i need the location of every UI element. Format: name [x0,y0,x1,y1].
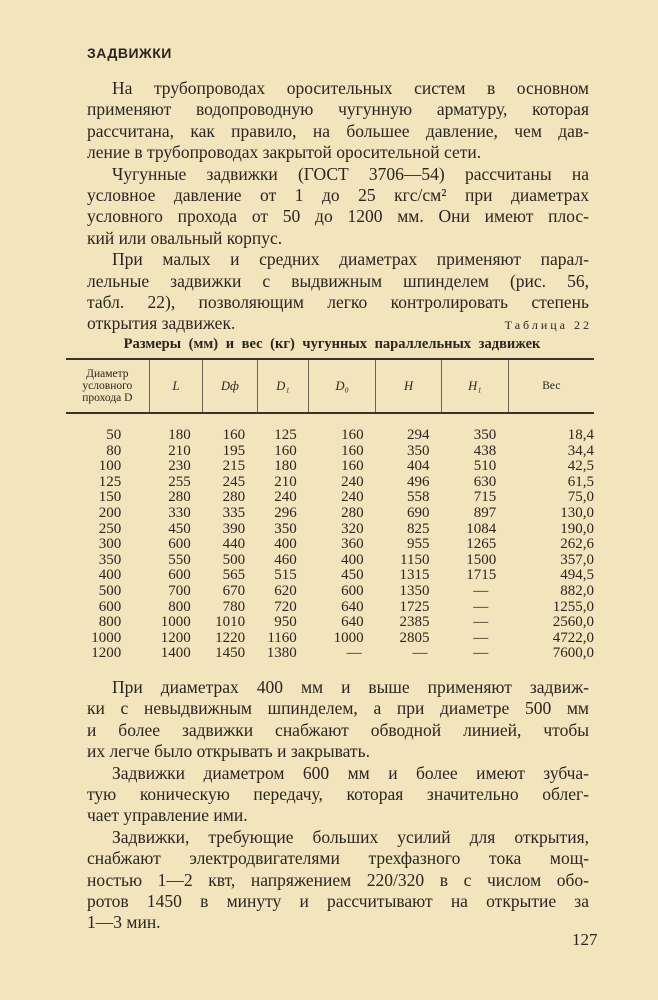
table-cell: 280 [168,489,191,506]
table-cell: 296 [274,504,297,521]
table-cell: 800 [98,614,122,631]
table-cell: 1200 [91,645,122,662]
table-cell: 75,0 [567,489,594,506]
table-cell: 280 [222,489,246,506]
text-bottom [87,677,589,934]
table-cell: 160 [341,427,364,443]
table-cell: 825 [406,520,430,537]
table-cell: 294 [406,427,430,443]
table-cell: 955 [406,536,430,553]
table-cell: 125 [98,473,122,490]
table-cell: — [473,629,489,646]
table-cell: 160 [274,442,297,459]
table-cell: 897 [473,504,497,521]
table-cell: 494,5 [560,567,594,584]
text-line: При малых и средних диаметрах применяют парал- [112,249,589,270]
table-cell: 1000 [160,614,191,631]
table-cell: 350 [473,427,497,443]
text-line: Задвижки, требующие больших усилий для открытия, [112,826,589,847]
table-row [66,537,594,553]
text-line: Задвижки диаметром 600 мм и более имеют зубча- [112,762,589,783]
table-cell: 262,6 [560,536,594,553]
table-cell: 230 [168,458,191,475]
table-cell: 1715 [466,567,497,584]
table-row [66,459,594,475]
text-line: ление в трубопроводах закрытой оросительной сети. [87,142,482,163]
column-header: Вес [508,359,594,413]
table-row [66,615,594,631]
text-line: применяют водопроводную чугунную арматуру, которая [87,99,589,120]
table-cell: 240 [341,473,364,490]
table-cell: 100 [98,458,122,475]
table-cell: — [473,598,489,615]
table-row [66,631,594,647]
table-caption: Таблица 22 [504,318,592,332]
valves-table [66,358,594,662]
table-cell: 500 [222,551,246,568]
table-cell: 438 [473,442,497,459]
text-line: ностью 1—2 квт, напряжением 220/320 в с числом обо- [87,869,589,890]
table-cell: 80 [106,442,122,459]
table-cell: 510 [473,458,497,475]
text-line: табл. 22), позволяющим легко контролировать степень [87,291,589,312]
table-cell: 600 [98,598,122,615]
table-cell: 7600,0 [552,645,594,662]
table-cell: 350 [274,520,297,537]
table-cell: 150 [98,489,122,506]
table-cell: 215 [222,458,246,475]
table-cell: 1315 [399,567,430,584]
table-row [66,568,594,584]
table-row [66,413,594,444]
table-cell: 330 [168,504,191,521]
table-row [66,490,594,506]
table-cell: 630 [473,473,497,490]
column-header: L [149,359,203,413]
table-row [66,444,594,460]
table-cell: 42,5 [567,458,594,475]
table-cell: 400 [274,536,297,553]
table-cell: 1160 [267,629,297,646]
table-cell: 160 [222,427,246,443]
table-cell: 50 [106,427,122,443]
table-cell: 460 [274,551,297,568]
table-cell: 4722,0 [552,629,594,646]
text-line: снабжают электродвигателями трехфазного тока мощ- [87,848,589,869]
table-cell: 950 [274,614,297,631]
table-cell: 500 [98,582,122,599]
table-cell: 720 [274,598,297,615]
text-line: Чугунные задвижки (ГОСТ 3706—54) рассчитаны на [112,163,589,184]
table-cell: 1400 [160,645,191,662]
table-cell: 350 [98,551,122,568]
column-header: H [376,359,442,413]
table-cell: 565 [222,567,246,584]
table-cell: 300 [98,536,122,553]
table-cell: 280 [341,504,364,521]
table-cell: 1500 [466,551,497,568]
table-cell: 1000 [333,629,364,646]
table-cell: 130,0 [560,504,594,521]
table-cell: 255 [168,473,191,490]
table-cell: 550 [168,551,191,568]
table-cell: — [473,645,489,662]
table-cell: 2805 [399,629,430,646]
table-cell: 1000 [91,629,122,646]
table-cell: 200 [98,504,122,521]
table-cell: 160 [341,442,364,459]
text-line: лельные задвижки с выдвижным шпинделем (рис. 56, [87,270,589,291]
table-cell: — [346,645,362,662]
table-cell: 2560,0 [552,614,594,631]
text-line: ротов 1450 в минуту и рассчитывают на открытие за [87,890,589,911]
table-cell: 1725 [399,598,430,615]
table-cell: 1010 [215,614,246,631]
column-header: D₀ [309,359,376,413]
table-cell: 1220 [215,629,246,646]
column-header: H₁ [441,359,508,413]
table-cell: 400 [341,551,364,568]
table-cell: 450 [341,567,364,584]
table-cell: 180 [168,427,191,443]
table-cell: 240 [341,489,364,506]
table-cell: 160 [341,458,364,475]
table-cell: 882,0 [560,582,594,599]
table-row [66,522,594,538]
table-cell: 34,4 [567,442,594,459]
table-cell: 640 [341,614,364,631]
text-line: чает управление ими. [87,805,248,826]
table-cell: 670 [222,582,246,599]
table-cell: 620 [274,582,297,599]
table-cell: 1150 [400,551,430,568]
table-cell: 2385 [399,614,430,631]
table-cell: 600 [168,567,191,584]
text-line: ки с невыдвижным шпинделем, а при диаметре 500 мм [87,698,589,719]
table-cell: 350 [406,442,430,459]
text-line: кий или овальный корпус. [87,227,283,248]
text-line: рассчитана, как правило, на большее давление, чем дав- [87,120,589,141]
table-cell: 1255,0 [552,598,594,615]
table-cell: 400 [98,567,122,584]
table-row [66,506,594,522]
text-line: При диаметрах 400 мм и выше применяют задвиж- [112,677,589,697]
table-row [66,475,594,491]
table-cell: 250 [98,520,122,537]
table-cell: 558 [406,489,430,506]
table-cell: 180 [274,458,297,475]
table-cell: 515 [274,567,297,584]
text-line: и более задвижки снабжают обводной линией, чтобы [87,719,589,740]
table-cell: 715 [473,489,497,506]
table-cell: 600 [168,536,191,553]
table-row [66,600,594,616]
table-cell: — [412,645,428,662]
column-header: D₁ [257,359,309,413]
text-top [87,78,589,335]
text-line: 1—3 мин. [87,912,161,933]
text-line: На трубопроводах оросительных систем в основном [112,78,589,98]
table-cell: 390 [222,520,246,537]
text-line: открытия задвижек. [87,313,236,334]
table-row [66,646,594,662]
table-row [66,584,594,600]
column-header: Dф [203,359,257,413]
section-heading: ЗАДВИЖКИ [87,45,172,61]
table-cell: 190,0 [560,520,594,537]
table-cell: 360 [341,536,364,553]
table-cell: 404 [406,458,430,475]
table-cell: 1450 [215,645,246,662]
table-cell: 320 [341,520,364,537]
table-cell: 640 [341,598,364,615]
table-cell: 61,5 [567,473,594,490]
table-cell: 357,0 [560,551,594,568]
table-cell: 18,4 [567,427,594,443]
page-number: 127 [572,930,598,949]
table-cell: 245 [222,473,246,490]
table-cell: 195 [222,442,246,459]
text-line: условного прохода от 50 до 1200 мм. Они имеют плос- [87,206,589,227]
table-row [66,553,594,569]
table-cell: 700 [168,582,191,599]
table-cell: 450 [168,520,191,537]
table-cell: 440 [222,536,246,553]
table-cell: 800 [168,598,191,615]
table-cell: 125 [274,427,297,443]
table-cell: 210 [274,473,297,490]
table-cell: 240 [274,489,297,506]
table-title: Размеры (мм) и вес (кг) чугунных параллельных задвижек [123,336,541,352]
text-line: тую коническую передачу, которая значительно облег- [87,783,589,804]
table-cell: — [473,582,489,599]
table-cell: 210 [168,442,191,459]
table-cell: 1084 [466,520,497,537]
table-cell: 690 [406,504,430,521]
table-cell: 1380 [266,645,297,662]
text-line: условное давление от 1 до 25 кгс/см² при диаметрах [87,184,589,205]
column-header: Диаметр условного прохода D [66,359,149,413]
text-line: их легче было открывать и закрывать. [87,741,370,762]
table-cell: 1265 [466,536,497,553]
table-cell: 600 [341,582,364,599]
table-cell: 780 [222,598,246,615]
table-cell: — [473,614,489,631]
table-cell: 1350 [399,582,430,599]
table-cell: 335 [222,504,246,521]
table-cell: 496 [406,473,430,490]
table-cell: 1200 [160,629,191,646]
